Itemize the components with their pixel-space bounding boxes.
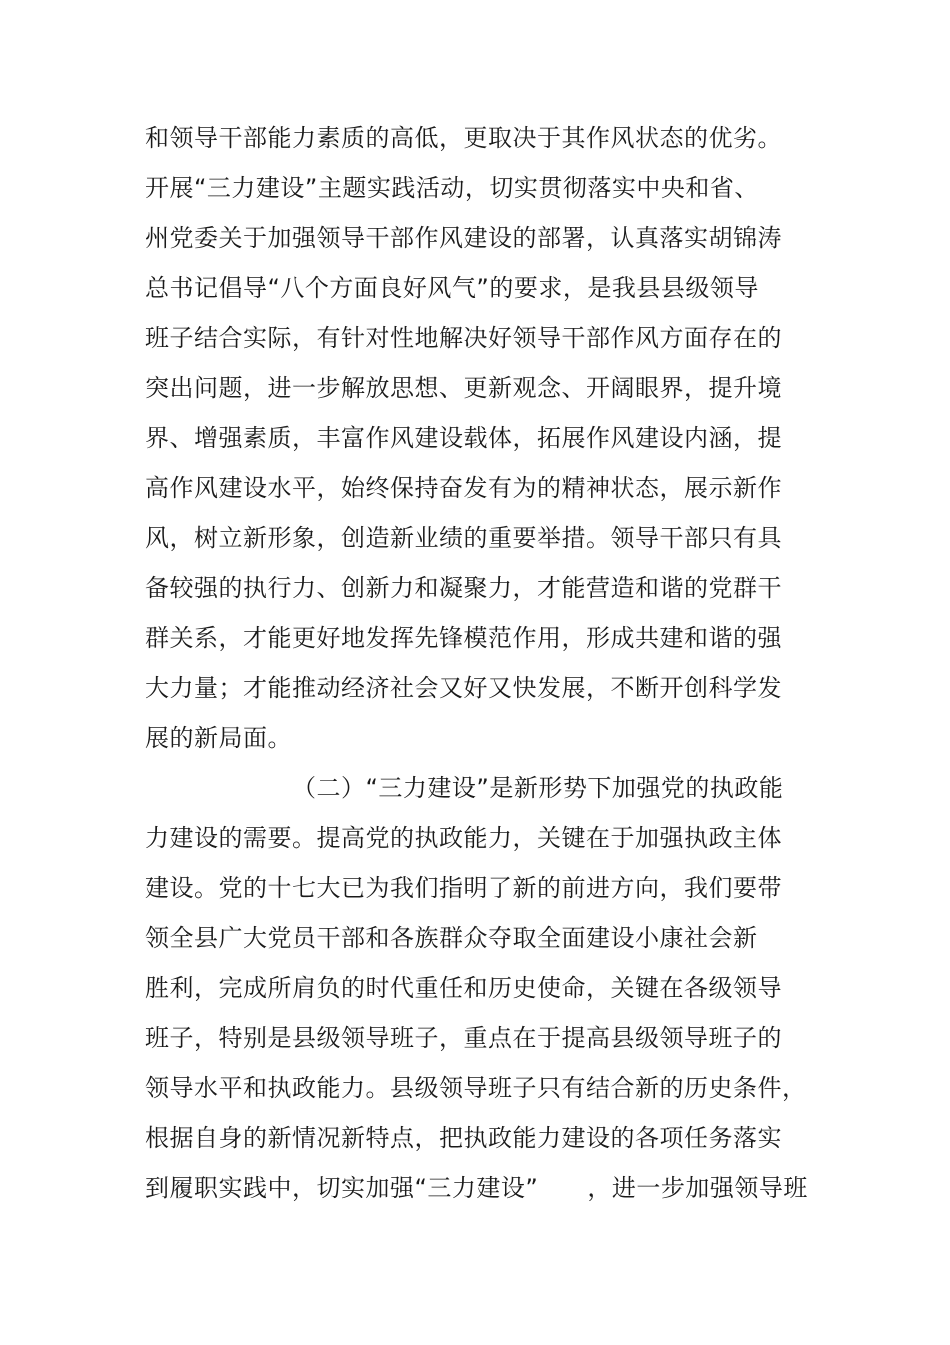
text-line: 高作风建设水平，始终保持奋发有为的精神状态，展示新作 bbox=[145, 474, 782, 502]
text-line: 领导水平和执政能力。县级领导班子只有结合新的历史条件， bbox=[145, 1074, 807, 1102]
text-line: 风，树立新形象，创造新业绩的重要举措。领导干部只有具 bbox=[145, 524, 782, 552]
text-line: 班子，特别是县级领导班子，重点在于提高县级领导班子的 bbox=[145, 1024, 782, 1052]
text-line: 群关系，才能更好地发挥先锋模范作用，形成共建和谐的强 bbox=[145, 624, 782, 652]
text-line: 备较强的执行力、创新力和凝聚力，才能营造和谐的党群干 bbox=[145, 574, 782, 602]
text-line: 根据自身的新情况新特点，把执政能力建设的各项任务落实 bbox=[145, 1124, 782, 1152]
text-line: 胜利，完成所肩负的时代重任和历史使命，关键在各级领导 bbox=[145, 974, 782, 1002]
text-line: 展的新局面。 bbox=[145, 724, 292, 752]
text-line: 到履职实践中，切实加强“三力建设” ，进一步加强领导班 bbox=[145, 1174, 808, 1202]
text-line: 大力量；才能推动经济社会又好又快发展，不断开创科学发 bbox=[145, 674, 782, 702]
text-line: 力建设的需要。提高党的执政能力，关键在于加强执政主体 bbox=[145, 824, 782, 852]
text-line: 突出问题，进一步解放思想、更新观念、开阔眼界，提升境 bbox=[145, 374, 782, 402]
section-heading-line: （二）“三力建设”是新形势下加强党的执政能 bbox=[292, 774, 784, 802]
text-line: 总书记倡导“八个方面良好风气”的要求，是我县县级领导 bbox=[145, 274, 759, 302]
text-line: 开展“三力建设”主题实践活动，切实贯彻落实中央和省、 bbox=[145, 174, 759, 202]
text-line: 界、增强素质，丰富作风建设载体，拓展作风建设内涵，提 bbox=[145, 424, 782, 452]
text-line: 建设。党的十七大已为我们指明了新的前进方向，我们要带 bbox=[145, 874, 782, 902]
text-line: 班子结合实际，有针对性地解决好领导干部作风方面存在的 bbox=[145, 324, 782, 352]
text-line: 州党委关于加强领导干部作风建设的部署，认真落实胡锦涛 bbox=[145, 224, 782, 252]
text-line: 和领导干部能力素质的高低，更取决于其作风状态的优劣。 bbox=[145, 124, 782, 152]
text-line: 领全县广大党员干部和各族群众夺取全面建设小康社会新 bbox=[145, 924, 758, 952]
